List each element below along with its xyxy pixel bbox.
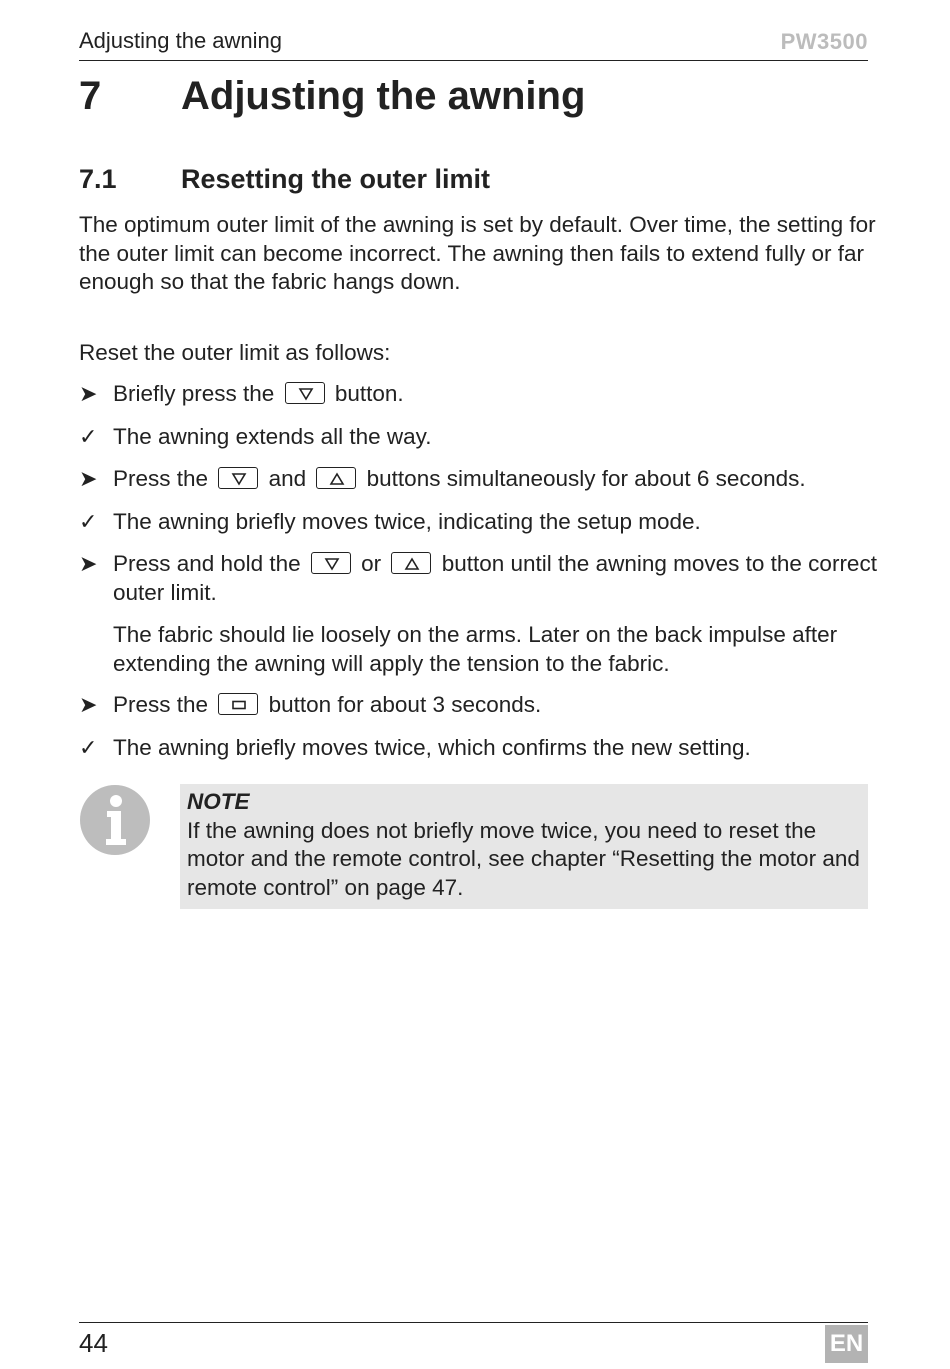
action-arrow-icon: ➤ <box>79 466 98 491</box>
fabric-tension-paragraph: The fabric should lie loosely on the arms. Later on the back impulse after extending the awning will apply the tension to the fabric. <box>113 622 838 676</box>
check-icon: ✓ <box>79 424 98 449</box>
check-icon: ✓ <box>79 735 98 760</box>
note-title: NOTE <box>187 789 250 814</box>
step-text: and <box>268 466 307 491</box>
step-press-hold <box>79 550 879 607</box>
note-box <box>180 784 868 909</box>
check-icon: ✓ <box>79 509 98 534</box>
footer-divider <box>79 1322 868 1323</box>
note-text: If the awning does not briefly move twice, you need to reset the motor and the remote control, see chapter “Resetting the motor and remote control” on page 47. <box>187 817 860 900</box>
step-text: button until the awning moves to the correct outer limit. <box>113 551 877 605</box>
stop-key-icon <box>218 693 258 715</box>
down-key-icon <box>285 382 325 404</box>
header-divider <box>79 60 868 61</box>
step-text: Briefly press the <box>113 381 275 406</box>
step-text: or <box>361 551 382 576</box>
page-number: 44 <box>79 1328 108 1358</box>
info-icon <box>79 784 151 861</box>
action-arrow-icon: ➤ <box>79 551 98 576</box>
step-press-down <box>79 380 879 409</box>
down-key-icon <box>311 552 351 574</box>
action-arrow-icon: ➤ <box>79 381 98 406</box>
chapter-number: 7 <box>79 74 102 118</box>
step-text: Press the <box>113 466 209 491</box>
result-text: The awning extends all the way. <box>113 424 432 449</box>
step-press-stop <box>79 691 879 720</box>
section-title: Resetting the outer limit <box>181 164 491 194</box>
running-header-model: PW3500 <box>780 29 868 54</box>
step-press-both <box>79 465 879 494</box>
result-text: The awning briefly moves twice, which confirms the new setting. <box>113 735 751 760</box>
procedure-lead: Reset the outer limit as follows: <box>79 340 391 365</box>
up-key-icon <box>316 467 356 489</box>
running-header-title: Adjusting the awning <box>79 28 283 53</box>
step-text: buttons simultaneously for about 6 seconds. <box>366 466 806 491</box>
result-awning-extends <box>79 423 879 452</box>
up-key-icon <box>391 552 431 574</box>
step-text: Press and hold the <box>113 551 301 576</box>
step-text: button. <box>334 381 404 406</box>
step-text: Press the <box>113 692 209 717</box>
result-setup-mode <box>79 508 879 537</box>
language-badge: EN <box>825 1325 868 1363</box>
action-arrow-icon: ➤ <box>79 692 98 717</box>
intro-paragraph: The optimum outer limit of the awning is set by default. Over time, the setting for the outer limit can become incorrect. The awning then fails to extend fully or far enough so that the fabric hangs down. <box>79 212 876 294</box>
result-setting-confirmed <box>79 734 879 763</box>
down-key-icon <box>218 467 258 489</box>
chapter-title: Adjusting the awning <box>181 74 586 118</box>
section-number: 7.1 <box>79 164 117 194</box>
result-text: The awning briefly moves twice, indicating the setup mode. <box>113 509 701 534</box>
step-text: button for about 3 seconds. <box>268 692 542 717</box>
